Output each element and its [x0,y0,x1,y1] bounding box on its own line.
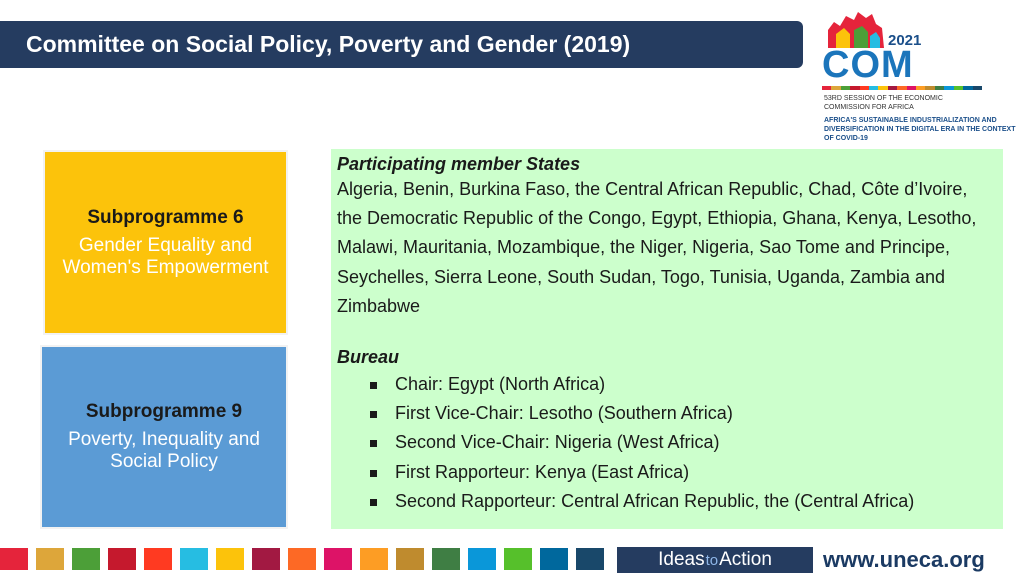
participating-label: Participating member States [337,154,581,174]
stripe-segment [973,86,982,90]
stripe-segment [396,548,424,570]
stripe-segment [907,86,916,90]
logo-theme: AFRICA'S SUSTAINABLE INDUSTRIALIZATION AND DIVERSIFICATION IN THE DIGITAL ERA IN THE CONTEXT OF COVID-19 [824,117,1016,142]
stripe-segment [252,548,280,570]
stripe-segment [944,86,953,90]
stripe-segment [850,86,859,90]
stripe-segment [0,548,28,570]
stripe-segment [576,548,604,570]
bureau-item: First Vice-Chair: Lesotho (Southern Africa) [337,399,997,428]
stripe-segment [504,548,532,570]
stripe-segment [108,548,136,570]
subprogramme-9-box [40,345,288,529]
stripe-segment [216,548,244,570]
stripe-segment [468,548,496,570]
to-text: to [705,551,719,569]
bureau-item: Chair: Egypt (North Africa) [337,370,997,399]
stripe-segment [878,86,887,90]
stripe-segment [324,548,352,570]
committee-info-box [331,149,1003,529]
subprogramme-6-box [43,150,288,335]
stripe-segment [180,548,208,570]
ideas-to-action-banner [617,547,813,573]
stripe-segment [540,548,568,570]
stripe-segment [860,86,869,90]
stripe-segment [935,86,944,90]
stripe-segment [432,548,460,570]
bureau-item: Second Vice-Chair: Nigeria (West Africa) [337,428,997,457]
bureau-list [337,370,997,516]
stripe-segment [822,86,831,90]
logo-color-stripe [822,86,982,90]
stripe-segment [869,86,878,90]
stripe-segment [36,548,64,570]
subprogramme-9-description: Poverty, Inequality and Social Policy [68,429,260,472]
logo-session: 53RD SESSION OF THE ECONOMIC COMMISSION FOR AFRICA [824,95,943,111]
bureau-item: Second Rapporteur: Central African Republic, the (Central Africa) [337,487,997,516]
com-2021-logo [820,8,1020,140]
sdg-color-stripe [0,548,610,570]
stripe-segment [288,548,316,570]
logo-name: COM [822,44,914,86]
stripe-segment [897,86,906,90]
stripe-segment [954,86,963,90]
bureau-label: Bureau [337,347,400,368]
stripe-segment [360,548,388,570]
square-bullet-icon [370,470,377,477]
square-bullet-icon [370,411,377,418]
stripe-segment [963,86,972,90]
square-bullet-icon [370,499,377,506]
subprogramme-6-description: Gender Equality and Women's Empowerment [62,234,269,278]
subprogramme-6-heading: Subprogramme 6 [87,206,244,228]
square-bullet-icon [370,440,377,447]
logo-year: 2021 [888,32,922,49]
title-bar [0,21,803,68]
ideas-text: Ideas [658,549,705,570]
stripe-segment [916,86,925,90]
stripe-segment [888,86,897,90]
subprogramme-9-heading: Subprogramme 9 [85,401,243,422]
page-title: Committee on Social Policy, Poverty and Gender (2019) [26,31,631,57]
stripe-segment [144,548,172,570]
square-bullet-icon [370,382,377,389]
stripe-segment [925,86,934,90]
stripe-segment [841,86,850,90]
action-text: Action [719,549,772,570]
website-url[interactable]: www.uneca.org [823,547,985,572]
stripe-segment [831,86,840,90]
participating-members: Algeria, Benin, Burkina Faso, the Central African Republic, Chad, Côte d’Ivoire, the Democratic Republic of the Congo, Egypt, Ethiopia, Ghana, Kenya, Lesotho, Malawi, Mauritania, Mozambique, the Niger, Nigeria, Sao Tome and Principe, Seychelles, Sierra Leone, South Sudan, Togo, Tunisia, Uganda, Zambia and Zimbabwe [337,179,977,316]
bureau-item: First Rapporteur: Kenya (East Africa) [337,458,997,487]
stripe-segment [72,548,100,570]
